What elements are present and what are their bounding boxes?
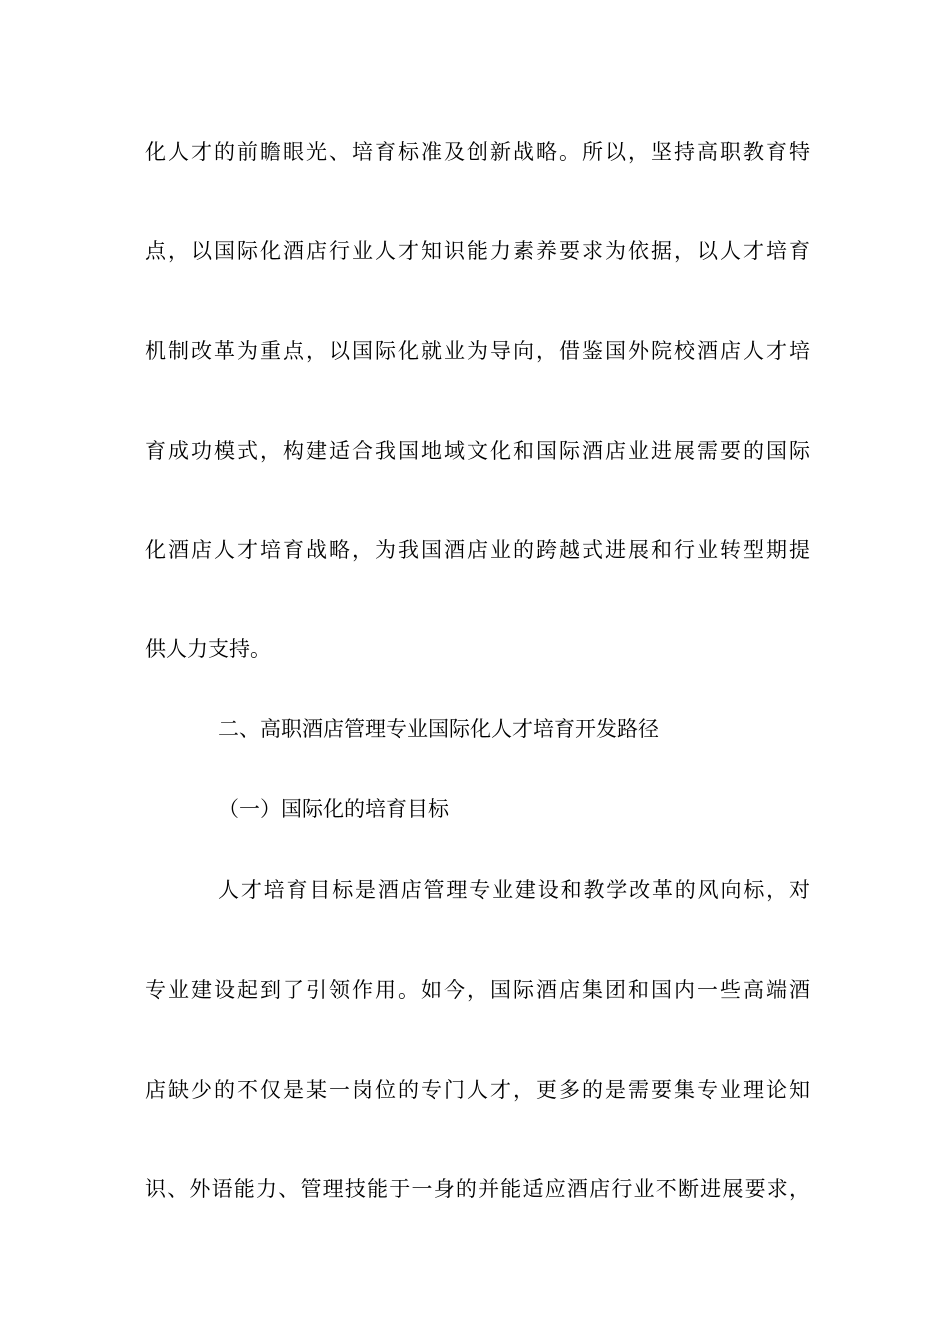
paragraph-1-line-5: 化酒店人才培育战略，为我国酒店业的跨越式进展和行业转型期提 bbox=[145, 538, 810, 562]
paragraph-1-line-2: 点，以国际化酒店行业人才知识能力素养要求为依据，以人才培育 bbox=[145, 239, 810, 263]
paragraph-2-line-2: 专业建设起到了引领作用。如今，国际酒店集团和国内一些高端酒 bbox=[145, 978, 810, 1002]
paragraph-1-line-6: 供人力支持。 bbox=[145, 637, 271, 661]
paragraph-1-line-4: 育成功模式，构建适合我国地域文化和国际酒店业进展需要的国际 bbox=[145, 439, 810, 463]
paragraph-2-line-1: 人才培育目标是酒店管理专业建设和教学改革的风向标，对 bbox=[218, 878, 810, 902]
section-heading: 二、高职酒店管理专业国际化人才培育开发路径 bbox=[218, 717, 659, 741]
subsection-heading: （一）国际化的培育目标 bbox=[218, 797, 449, 821]
paragraph-2-line-3: 店缺少的不仅是某一岗位的专门人才，更多的是需要集专业理论知 bbox=[145, 1078, 810, 1102]
paragraph-1-line-3: 机制改革为重点，以国际化就业为导向，借鉴国外院校酒店人才培 bbox=[145, 339, 810, 363]
paragraph-2-line-4: 识、外语能力、管理技能于一身的并能适应酒店行业不断进展要求， bbox=[145, 1177, 810, 1201]
paragraph-1-line-1: 化人才的前瞻眼光、培育标准及创新战略。所以，坚持高职教育特 bbox=[145, 140, 810, 164]
